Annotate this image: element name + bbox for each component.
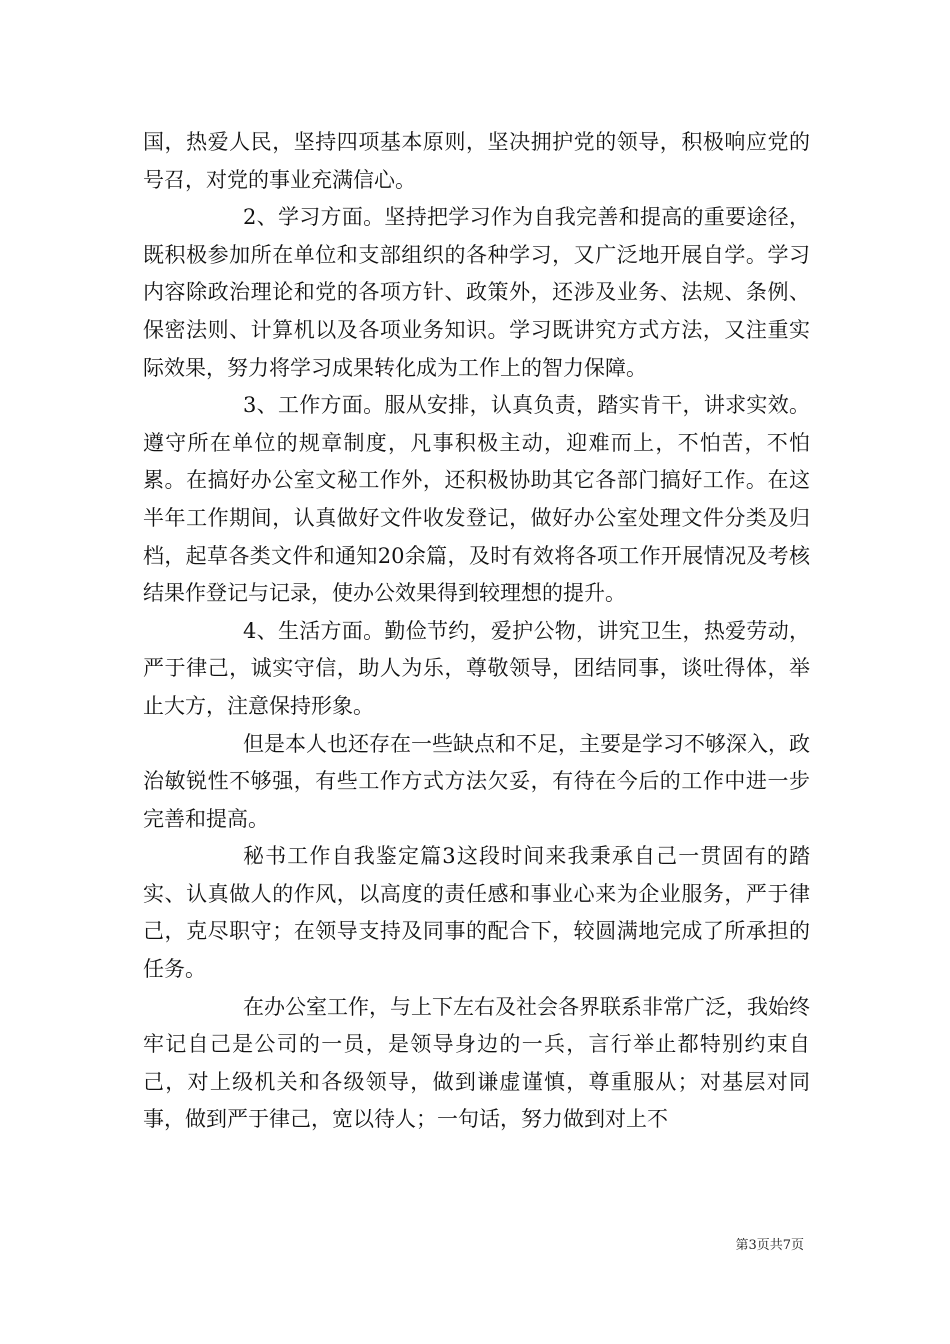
paragraph-shortcomings: 但是本人也还存在一些缺点和不足，主要是学习不够深入，政治敏锐性不够强，有些工作方式方法欠妥，有待在今后的工作中进一步完善和提高。 xyxy=(143,731,810,831)
document-body xyxy=(143,124,810,1139)
paragraph-continuation: 国，热爱人民，坚持四项基本原则，坚决拥护党的领导，积极响应党的号召，对党的事业充满信心。 xyxy=(143,130,810,192)
paragraph-office-work: 在办公室工作，与上下左右及社会各界联系非常广泛，我始终牢记自己是公司的一员，是领导身边的一兵，言行举止都特别约束自己，对上级机关和各级领导，做到谦虚谨慎，尊重服从；对基层对同事，做到严于律己，宽以待人；一句话，努力做到对上不 xyxy=(143,994,810,1132)
paragraph-study: 2、学习方面。坚持把学习作为自我完善和提高的重要途径，既积极参加所在单位和支部组织的各种学习，又广泛地开展自学。学习内容除政治理论和党的各项方针、政策外，还涉及业务、法规、条例、保密法则、计算机以及各项业务知识。学习既讲究方式方法，又注重实际效果，努力将学习成果转化成为工作上的智力保障。 xyxy=(143,205,810,380)
paragraph-life: 4、生活方面。勤俭节约，爱护公物，讲究卫生，热爱劳动，严于律己，诚实守信，助人为乐，尊敬领导，团结同事，谈吐得体，举止大方，注意保持形象。 xyxy=(143,618,810,718)
paragraph-article-3: 秘书工作自我鉴定篇3这段时间来我秉承自己一贯固有的踏实、认真做人的作风，以高度的责任感和事业心来为企业服务，严于律己，克尽职守；在领导支持及同事的配合下，较圆满地完成了所承担的任务。 xyxy=(143,844,810,982)
paragraph-work: 3、工作方面。服从安排，认真负责，踏实肯干，讲求实效。遵守所在单位的规章制度，凡事积极主动，迎难而上，不怕苦，不怕累。在搞好办公室文秘工作外，还积极协助其它各部门搞好工作。在这半年工作期间，认真做好文件收发登记，做好办公室处理文件分类及归档，起草各类文件和通知20余篇，及时有效将各项工作开展情况及考核结果作登记与记录，使办公效果得到较理想的提升。 xyxy=(143,393,810,606)
page-number: 第3页共7页 xyxy=(735,1238,804,1253)
